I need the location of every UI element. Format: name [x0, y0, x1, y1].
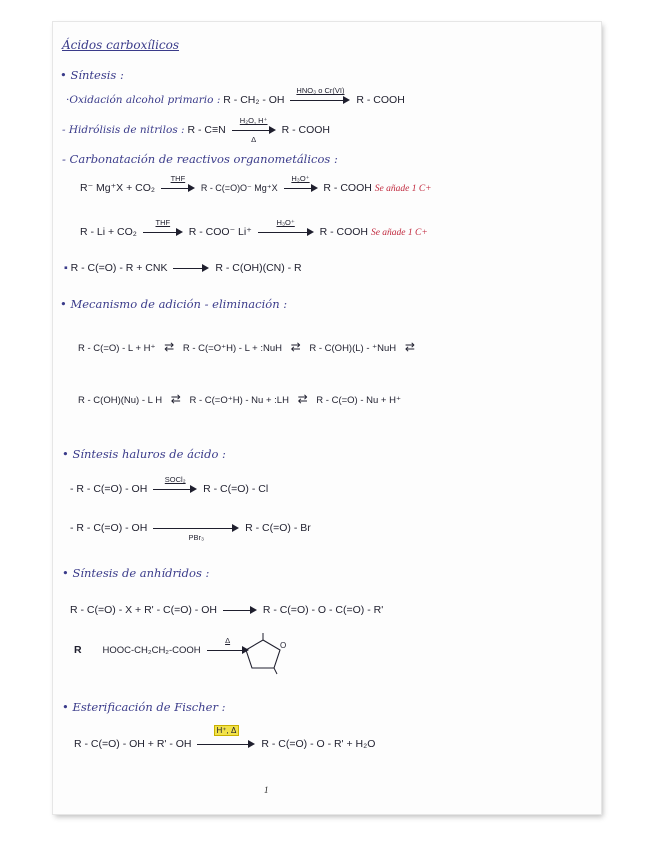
reaction-arrow — [197, 726, 255, 749]
page-number: 1 — [264, 785, 269, 795]
mechanism-row-1 — [78, 340, 421, 354]
cyclic-anhydride-reactant: HOOC-CH₂CH₂-COOH — [102, 645, 201, 656]
acyl-chloride-reaction — [70, 475, 269, 495]
grignard-product: R - COOH — [323, 182, 372, 194]
oxidation-reagent: HNO₃ o Cr(VI) — [296, 86, 345, 96]
equilibrium-arrow: ⇄ — [164, 340, 175, 354]
reaction-arrow — [143, 218, 183, 237]
section-anhidridos: • Síntesis de anhídridos : — [62, 566, 210, 580]
anhydride-reactant: R - C(=O) - X + R' - C(=O) - OH — [70, 604, 217, 616]
anhydride-reaction — [70, 604, 383, 616]
acyl-chloride-reactant: - R - C(=O) - OH — [70, 483, 148, 495]
acyl-bromide-reaction — [70, 522, 311, 543]
section-sintesis: • Síntesis : — [60, 68, 124, 82]
section-mecanismo: • Mecanismo de adición - eliminación : — [60, 297, 288, 311]
page-title: Ácidos carboxílicos — [62, 38, 180, 52]
reaction-arrow — [161, 174, 195, 193]
hydrolysis-product: R - COOH — [281, 124, 330, 136]
lithium-product: R - COOH — [319, 226, 369, 238]
notebook-page — [53, 22, 601, 814]
section-haluros: • Síntesis haluros de ácido : — [62, 447, 226, 461]
lithium-reactant: R - Li + CO₂ — [80, 226, 137, 238]
cyclic-anhydride-label: R — [74, 644, 82, 656]
lithium-reagent-1: THF — [155, 218, 171, 228]
cyanohydrin-reactant: R - C(=O) - R + CNK — [70, 262, 168, 274]
hydrolysis-reagent: H₂O, H⁺ — [239, 116, 268, 126]
svg-text:O: O — [280, 641, 287, 650]
mechanism-row-2 — [78, 392, 401, 406]
equilibrium-arrow: ⇄ — [290, 340, 301, 354]
cyclic-anhydride-structure — [238, 632, 288, 676]
hydrolysis-label: - Hidrólisis de nitrilos : — [62, 124, 185, 136]
hydrolysis-reactant: R - C≡N — [187, 124, 226, 136]
mechanism-step-6: R - C(=O) - Nu + H⁺ — [316, 395, 401, 406]
anhydride-product: R - C(=O) - O - C(=O) - R' — [262, 604, 384, 616]
reaction-arrow — [173, 263, 209, 273]
reaction-arrow — [232, 116, 276, 145]
grignard-note: Se añade 1 C+ — [374, 184, 432, 194]
equilibrium-arrow: ⇄ — [170, 392, 181, 406]
oxidation-product: R - COOH — [356, 94, 405, 106]
bullet: ▪ — [64, 262, 71, 274]
acyl-bromide-product: R - C(=O) - Br — [245, 522, 311, 534]
mechanism-step-3: R - C(OH)(L) - ⁺NuH — [309, 343, 397, 354]
fischer-reagent: H⁺, Δ — [214, 725, 240, 736]
mechanism-step-4: R - C(OH)(Nu) - L H — [78, 395, 163, 406]
fischer-product: R - C(=O) - O - R' + H₂O — [261, 738, 376, 750]
mechanism-step-2: R - C(=O⁺H) - L + :NuH — [182, 343, 283, 354]
mechanism-step-5: R - C(=O⁺H) - Nu + :LH — [189, 395, 289, 406]
fischer-reactant: R - C(=O) - OH + R' - OH — [74, 738, 192, 750]
hydrolysis-reaction — [62, 116, 330, 145]
reaction-arrow — [223, 605, 257, 615]
section-carbonatacion: - Carbonatación de reactivos organometálicos : — [62, 152, 338, 166]
oxidation-reaction — [66, 86, 405, 106]
oxidation-label: ·Oxidación alcohol primario : — [66, 94, 221, 106]
reaction-arrow — [258, 218, 314, 237]
oxidation-reactant: R - CH₂ - OH — [223, 94, 285, 106]
acyl-chloride-product: R - C(=O) - Cl — [203, 483, 269, 495]
fischer-reaction — [74, 726, 376, 750]
equilibrium-arrow: ⇄ — [297, 392, 308, 406]
cyclic-anhydride-reaction — [74, 636, 252, 656]
mechanism-step-1: R - C(=O) - L + H⁺ — [78, 343, 156, 354]
acyl-chloride-reagent: SOCl₂ — [164, 475, 186, 485]
lithium-reagent-2: H₃O⁺ — [276, 218, 295, 228]
acyl-bromide-reactant: - R - C(=O) - OH — [70, 522, 148, 534]
section-fischer: • Esterificación de Fischer : — [62, 700, 226, 714]
cyclic-anhydride-reagent: Δ — [225, 636, 231, 646]
grignard-reactant: R⁻ Mg⁺X + CO₂ — [80, 182, 155, 194]
reaction-arrow — [153, 523, 239, 543]
cyanohydrin-product: R - C(OH)(CN) - R — [215, 262, 302, 274]
grignard-reagent-1: THF — [170, 174, 186, 184]
reaction-arrow — [284, 174, 318, 193]
acyl-bromide-reagent: PBr₃ — [188, 533, 204, 543]
lithium-note: Se añade 1 C+ — [370, 228, 428, 238]
cyanohydrin-reaction — [64, 262, 302, 274]
lithium-intermediate: R - COO⁻ Li⁺ — [188, 226, 252, 238]
reaction-arrow — [290, 86, 350, 105]
grignard-intermediate: R - C(=O)O⁻ Mg⁺X — [200, 183, 278, 193]
grignard-reaction — [80, 174, 432, 194]
reaction-arrow — [153, 475, 197, 494]
equilibrium-arrow: ⇄ — [404, 340, 415, 354]
grignard-reagent-2: H₃O⁺ — [291, 174, 310, 184]
hydrolysis-condition: Δ — [251, 135, 257, 145]
lithium-reaction — [80, 218, 428, 238]
